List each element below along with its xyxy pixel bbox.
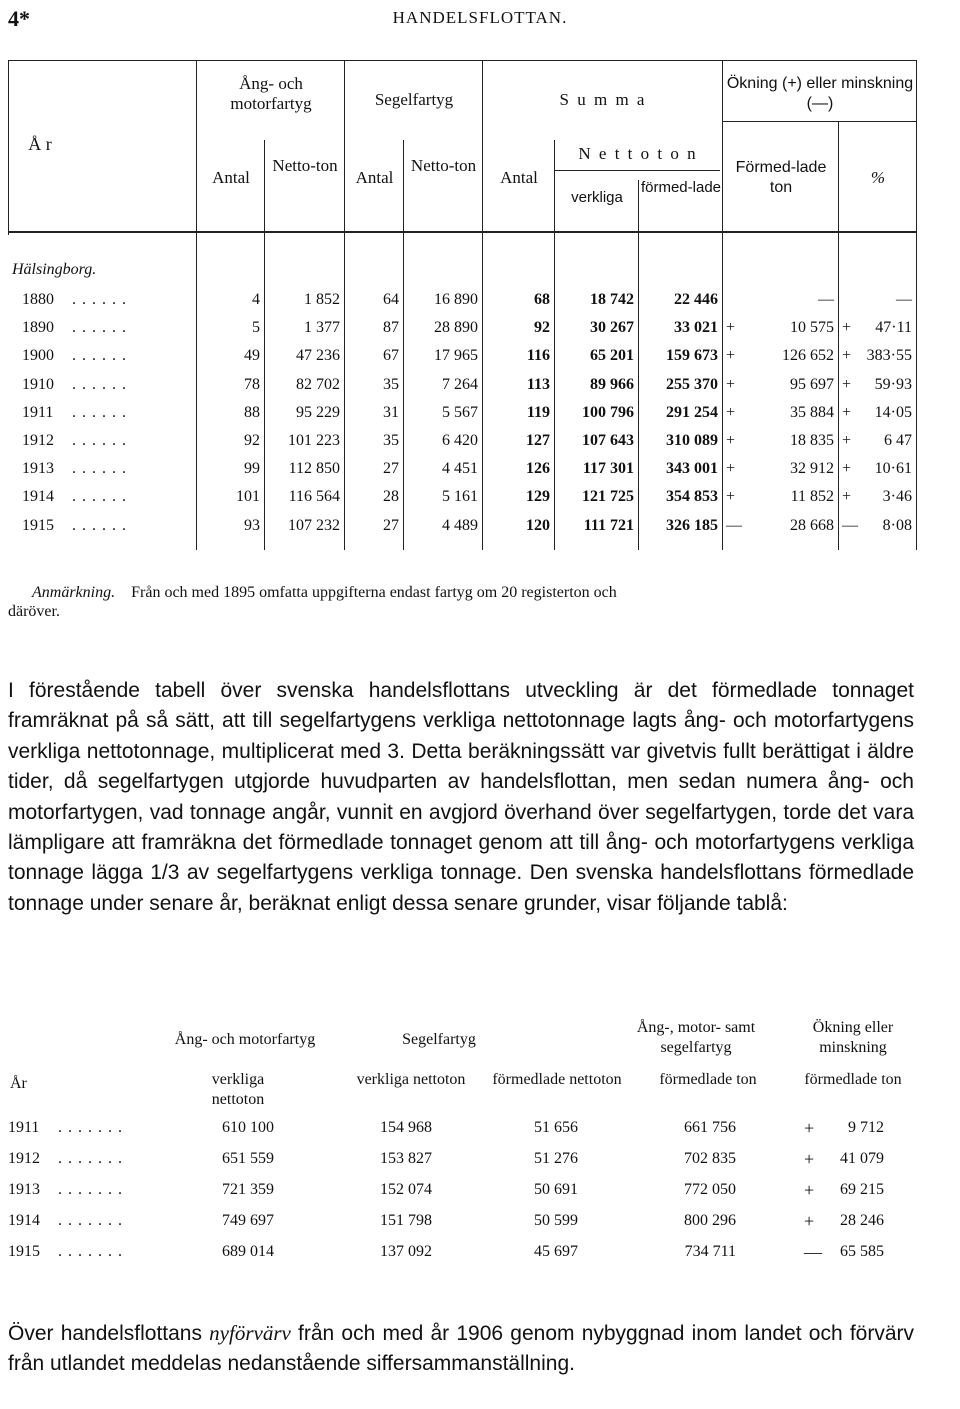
table-cell-diff: — <box>818 291 834 308</box>
table-cell-sign1: + <box>726 432 736 449</box>
table-cell-a-antal: 101 <box>236 488 260 506</box>
table-cell-samt: 702 835 <box>684 1150 736 1167</box>
table-cell-segel: 152 074 <box>380 1181 432 1198</box>
table-cell-diff: 18 835 <box>790 432 834 449</box>
table-cell-sign1: — <box>726 516 742 534</box>
table-cell-s-netto: 28 890 <box>434 319 478 337</box>
leader-dots: ...... <box>72 488 132 506</box>
table-cell-a-antal: 92 <box>244 432 260 449</box>
table-cell-s-antal: 35 <box>383 375 399 393</box>
table-cell-ang: 689 014 <box>222 1243 274 1260</box>
table-cell-sign1: + <box>726 460 736 478</box>
header-steam-motor: Ång- och motorfartyg <box>174 1031 316 1048</box>
table-cell-sum-antal: 129 <box>526 488 550 506</box>
paragraph-text: Över handelsflottans <box>8 1322 210 1345</box>
table-cell-s-netto: 4 489 <box>442 516 478 534</box>
table-cell-sum-antal: 119 <box>526 403 550 421</box>
table-cell-diff: 95 697 <box>790 375 834 393</box>
table-cell-diff: 10 575 <box>790 319 834 337</box>
table-cell-s-netto: 7 264 <box>442 375 478 393</box>
table-cell-verkliga: 111 721 <box>583 516 634 534</box>
table-cell-segel: 137 092 <box>380 1243 432 1260</box>
footnote <box>32 583 912 603</box>
table-cell-diff: 11 852 <box>790 488 834 506</box>
table-cell-segel-form: 50 691 <box>534 1181 578 1198</box>
col-rule <box>344 60 345 550</box>
table-cell-diff: 126 652 <box>782 347 834 365</box>
leader-dots: ....... <box>58 1181 128 1198</box>
table-cell-verkliga: 121 725 <box>582 488 634 506</box>
table-cell-s-antal: 27 <box>383 460 399 478</box>
table-cell-segel-form: 51 656 <box>534 1119 578 1136</box>
table-cell-formedlade: 159 673 <box>666 347 718 365</box>
table-cell-ang: 610 100 <box>222 1119 274 1136</box>
table-cell-diff: 69 215 <box>840 1181 884 1198</box>
header-actual: verkliga nettoton <box>356 1071 466 1088</box>
col-rule <box>403 140 404 550</box>
col-rule <box>554 140 555 550</box>
table-cell-segel: 153 827 <box>380 1150 432 1167</box>
table-cell-diff: 41 079 <box>840 1150 884 1167</box>
table-cell-a-netto: 82 702 <box>296 375 340 393</box>
table-cell-a-netto: 1 852 <box>304 291 340 308</box>
header-converted: förmed-lade <box>640 179 722 196</box>
converted-tonnage-table <box>8 1010 918 1270</box>
header-sum: S u m m a <box>559 90 647 109</box>
table-cell-diff: 35 884 <box>790 403 834 421</box>
row-year: 1912 <box>22 432 54 449</box>
header-percent: % <box>870 168 886 187</box>
header-converted: förmedlade ton <box>659 1071 757 1088</box>
table-cell-verkliga: 100 796 <box>582 403 634 421</box>
body-paragraph: I förestående tabell över svenska handelsflottans utveckling är det förmedlade tonnaget framräknat på så sätt, att till segelfartygens verkliga nettotonnage lagts ång- och motorfartygens verkliga nettotonnage, multiplicerat med 3. Detta beräkningssätt var givetvis fullt berättigat i äldre tider, då segelfartygen utgjorde huvudparten av handelsflottan, men sedan numera ång- och motorfartygen, vad tonnage angår, vunnit en avgjord överhand över segelfartygen, torde det vara lämpligare att framräkna det förmedlade tonnaget genom att till ång- och motorfartygens verkliga tonnage lägga 1/3 av segelfartygens verkliga tonnage. Den svenska handelsflottans förmedlade tonnage under senare år, beräknat enligt dessa senare grunder, visar följande tablå: <box>8 679 914 915</box>
table-cell-formedlade: 255 370 <box>666 375 718 393</box>
table-cell-formedlade: 343 001 <box>666 460 718 478</box>
table-cell-sign1: + <box>726 488 736 506</box>
table-cell-segel: 154 968 <box>380 1119 432 1136</box>
table-cell-sign2: + <box>842 488 852 506</box>
leader-dots: ....... <box>58 1150 128 1167</box>
table-header-rule <box>8 231 916 233</box>
table-cell-pct: 47·11 <box>875 319 912 337</box>
header-net-ton: Netto-ton <box>272 156 338 175</box>
table-cell-samt: 661 756 <box>684 1119 736 1136</box>
header-sailing: Segelfartyg <box>374 90 454 109</box>
table-cell-sign2: + <box>842 347 852 365</box>
header-net-tonnage: N e t t o t o n <box>578 144 698 163</box>
table-cell-s-antal: 87 <box>383 319 399 337</box>
table-cell-pct: 10·61 <box>874 460 912 478</box>
header-sub-rule <box>723 121 916 122</box>
table-cell-s-netto: 5 161 <box>442 488 478 506</box>
row-year: 1890 <box>22 319 54 337</box>
table-cell-sign: + <box>804 1149 815 1169</box>
section-label: Hälsingborg. <box>12 261 97 278</box>
header-count: Antal <box>500 168 538 187</box>
table-cell-verkliga: 89 966 <box>590 375 634 393</box>
header-sailing: Segelfartyg <box>402 1031 476 1048</box>
table-cell-sum-antal: 116 <box>526 347 550 365</box>
header-converted: förmedlade ton <box>804 1071 902 1088</box>
row-year: 1915 <box>8 1243 40 1260</box>
table-cell-formedlade: 326 185 <box>666 516 718 534</box>
page-title: HANDELSFLOTTAN. <box>392 8 568 27</box>
table-cell-pct: — <box>896 291 912 308</box>
table-cell-a-antal: 78 <box>244 375 260 393</box>
header-year: År <box>10 1075 27 1092</box>
header-count: Antal <box>355 168 394 187</box>
row-year: 1912 <box>8 1150 40 1167</box>
table-cell-pct: 8·08 <box>882 516 912 534</box>
table-cell-formedlade: 22 446 <box>674 291 718 308</box>
col-rule <box>196 60 197 550</box>
leader-dots: ...... <box>72 516 132 534</box>
table-cell-ang: 651 559 <box>222 1150 274 1167</box>
col-rule <box>638 180 639 550</box>
col-rule <box>916 60 917 550</box>
table-cell-a-antal: 4 <box>252 291 260 308</box>
footnote-label: Anmärkning. <box>32 584 116 601</box>
header-all: Ång-, motor- samt segelfartyg <box>636 1019 756 1056</box>
table-cell-sign2: + <box>842 432 852 449</box>
row-year: 1910 <box>22 375 54 393</box>
table-cell-formedlade: 354 853 <box>666 488 718 506</box>
table-cell-sum-antal: 126 <box>526 460 550 478</box>
table-cell-s-netto: 6 420 <box>442 432 478 449</box>
leader-dots: ...... <box>72 291 132 308</box>
header-steam-motor: Ång- och motorfartyg <box>230 74 312 113</box>
table-cell-a-netto: 116 564 <box>288 488 340 506</box>
table-cell-sign1: + <box>726 375 736 393</box>
table-cell-a-antal: 5 <box>252 319 260 337</box>
table-cell-segel-form: 51 276 <box>534 1150 578 1167</box>
header-converted-ton: Förmed-lade ton <box>735 159 827 196</box>
header-actual: verkliga <box>571 189 623 206</box>
col-rule <box>264 140 265 550</box>
leader-dots: ....... <box>58 1212 128 1229</box>
table-cell-formedlade: 291 254 <box>666 403 718 421</box>
table-cell-sign1: + <box>726 347 736 365</box>
row-year: 1914 <box>22 488 54 506</box>
col-rule <box>8 60 9 235</box>
table-cell-formedlade: 310 089 <box>666 432 718 449</box>
table-cell-verkliga: 18 742 <box>590 291 634 308</box>
table-cell-segel: 151 798 <box>380 1212 432 1229</box>
table-cell-pct: 14·05 <box>874 403 912 421</box>
table-cell-sum-antal: 113 <box>526 375 550 393</box>
leader-dots: ...... <box>72 432 132 449</box>
table-cell-sign: + <box>804 1180 815 1200</box>
table-cell-pct: 6 47 <box>884 432 912 449</box>
header-net-ton: Netto-ton <box>410 156 477 175</box>
table-cell-sign: — <box>804 1242 822 1262</box>
footnote-text: Från och med 1895 omfatta uppgifterna endast fartyg om 20 registerton och <box>131 584 617 601</box>
table-cell-sign1: + <box>726 319 736 337</box>
table-cell-verkliga: 107 643 <box>582 432 634 449</box>
table-cell-s-antal: 31 <box>383 403 399 421</box>
header-actual: verkliga nettoton <box>211 1071 265 1108</box>
table-cell-sum-antal: 120 <box>526 516 550 534</box>
table-cell-a-netto: 112 850 <box>288 460 340 478</box>
table-cell-s-antal: 67 <box>383 347 399 365</box>
col-rule <box>722 60 723 550</box>
table-cell-a-netto: 101 223 <box>288 432 340 449</box>
table-cell-a-netto: 107 232 <box>288 516 340 534</box>
table-cell-diff: 28 246 <box>840 1212 884 1229</box>
header-change: Ökning eller minskning <box>812 1019 894 1056</box>
table-cell-pct: 3·46 <box>882 488 912 506</box>
row-year: 1911 <box>22 403 54 421</box>
table-cell-s-netto: 17 965 <box>434 347 478 365</box>
table-cell-a-antal: 88 <box>244 403 260 421</box>
table-cell-verkliga: 65 201 <box>590 347 634 365</box>
row-year: 1913 <box>22 460 54 478</box>
table-cell-samt: 772 050 <box>684 1181 736 1198</box>
table-cell-sum-antal: 127 <box>526 432 550 449</box>
table-cell-sign2: + <box>842 460 852 478</box>
fleet-table <box>8 60 916 560</box>
table-cell-a-netto: 47 236 <box>296 347 340 365</box>
table-cell-s-netto: 4 451 <box>442 460 478 478</box>
table-cell-a-netto: 1 377 <box>304 319 340 337</box>
leader-dots: ...... <box>72 460 132 478</box>
table-top-rule <box>8 60 916 61</box>
table-cell-samt: 734 711 <box>684 1243 736 1260</box>
table-cell-s-netto: 5 567 <box>442 403 478 421</box>
table-cell-diff: 9 712 <box>848 1119 884 1136</box>
header-converted: förmedlade nettoton <box>492 1071 622 1088</box>
table-cell-segel-form: 50 599 <box>534 1212 578 1229</box>
table-cell-verkliga: 117 301 <box>582 460 634 478</box>
table-cell-ang: 721 359 <box>222 1181 274 1198</box>
table-cell-s-netto: 16 890 <box>434 291 478 308</box>
table-cell-sign: + <box>804 1118 815 1138</box>
table-cell-sum-antal: 92 <box>534 319 550 337</box>
leader-dots: ....... <box>58 1119 128 1136</box>
col-rule <box>838 121 839 550</box>
row-year: 1915 <box>22 516 54 534</box>
table-cell-sign: + <box>804 1211 815 1231</box>
table-cell-s-antal: 35 <box>383 432 399 449</box>
paragraph-italic: nyförvärv <box>209 1321 291 1345</box>
header-change: Ökning (+) eller minskning (—) <box>726 75 914 112</box>
table-cell-s-antal: 64 <box>383 291 399 308</box>
header-count: Antal <box>212 168 250 187</box>
leader-dots: ...... <box>72 347 132 365</box>
leader-dots: ...... <box>72 375 132 393</box>
row-year: 1880 <box>22 291 54 308</box>
table-cell-samt: 800 296 <box>684 1212 736 1229</box>
leader-dots: ...... <box>72 319 132 337</box>
table-cell-sign2: + <box>842 375 852 393</box>
col-rule <box>482 60 483 550</box>
table-cell-pct: 383·55 <box>866 347 912 365</box>
table-cell-diff: 28 668 <box>790 516 834 534</box>
table-cell-pct: 59·93 <box>874 375 912 393</box>
table-cell-ang: 749 697 <box>222 1212 274 1229</box>
table-cell-a-antal: 49 <box>244 347 260 365</box>
footnote-continuation: däröver. <box>8 603 60 620</box>
table-cell-sign2: + <box>842 403 852 421</box>
table-cell-diff: 65 585 <box>840 1243 884 1260</box>
table-cell-sign2: — <box>842 516 858 534</box>
table-cell-segel-form: 45 697 <box>534 1243 578 1260</box>
table-cell-verkliga: 30 267 <box>590 319 634 337</box>
table-cell-sum-antal: 68 <box>534 291 550 308</box>
paragraph-text: från och med år 1906 genom nybyggnad inom landet och förvärv från utlandet meddelas nedanstående siffersammanställning. <box>8 1322 914 1375</box>
table-cell-sign1: + <box>726 403 736 421</box>
page-number: 4* <box>8 6 30 31</box>
table-cell-s-antal: 28 <box>383 488 399 506</box>
leader-dots: ....... <box>58 1243 128 1260</box>
leader-dots: ...... <box>72 403 132 421</box>
row-year: 1900 <box>22 347 54 365</box>
row-year: 1913 <box>8 1181 40 1198</box>
table-cell-s-antal: 27 <box>383 516 399 534</box>
table-cell-sign2: + <box>842 319 852 337</box>
row-year: 1914 <box>8 1212 40 1229</box>
header-year: Å r <box>28 134 52 154</box>
row-year: 1911 <box>8 1119 40 1136</box>
table-cell-a-netto: 95 229 <box>296 403 340 421</box>
table-cell-formedlade: 33 021 <box>674 319 718 337</box>
table-cell-a-antal: 99 <box>244 460 260 478</box>
header-sub-rule <box>554 170 720 171</box>
body-paragraph-2 <box>8 1318 914 1379</box>
table-cell-a-antal: 93 <box>244 516 260 534</box>
table-cell-diff: 32 912 <box>790 460 834 478</box>
